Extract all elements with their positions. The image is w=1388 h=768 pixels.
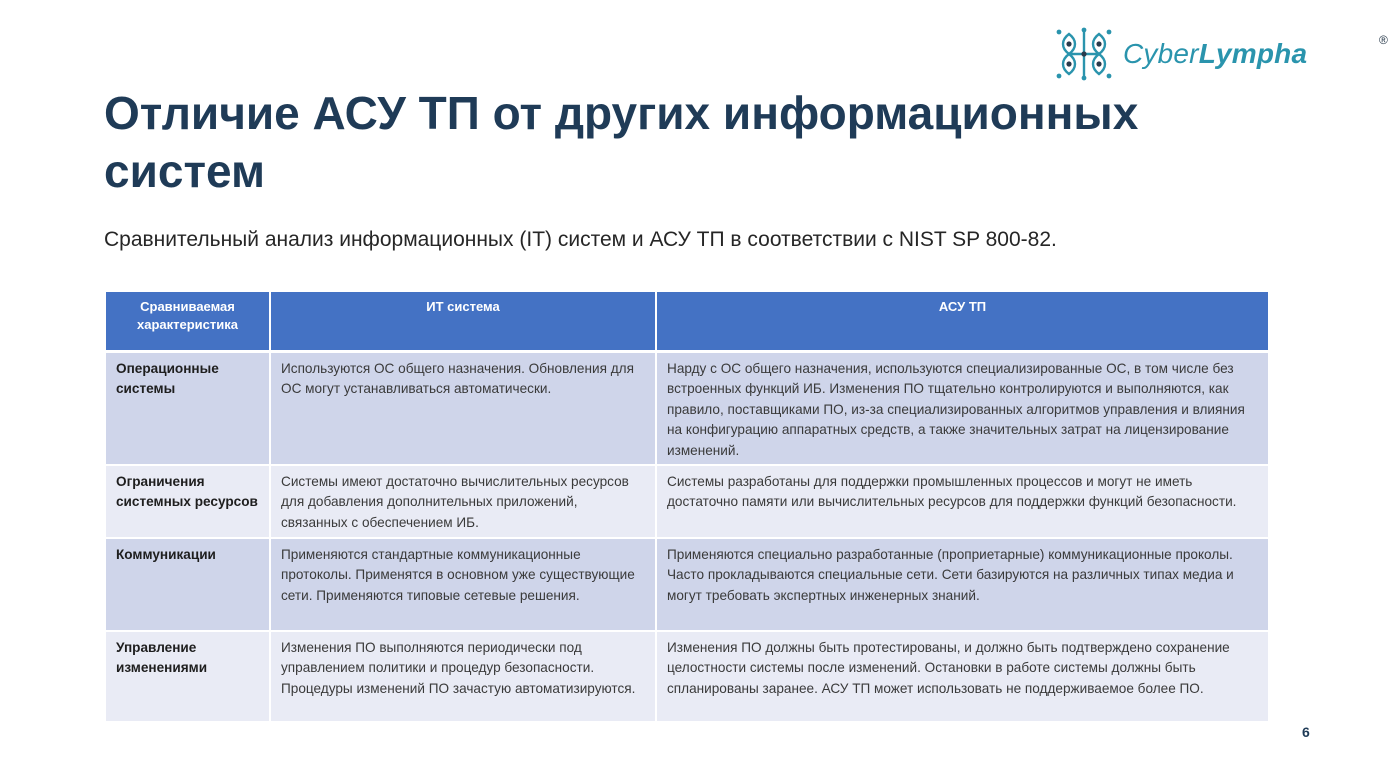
table-row [106, 538, 1268, 631]
brand-logo [1055, 26, 1388, 82]
table-header-row [106, 292, 1268, 352]
row-characteristic: Операционные системы [106, 352, 270, 466]
header-it-system: ИТ система [270, 292, 656, 352]
row-ics-cell: Применяются специально разработанные (проприетарные) коммуникационные проколы. Часто прокладываются специальные сети. Сети базируются на различных типах медиа и могут требовать экспертных инженерных знаний. [656, 538, 1268, 631]
table-row [106, 465, 1268, 538]
slide-title: Отличие АСУ ТП от других информационных систем [104, 87, 1139, 197]
header-ics: АСУ ТП [656, 292, 1268, 352]
row-characteristic: Коммуникации [106, 538, 270, 631]
row-characteristic: Управление изменениями [106, 631, 270, 722]
row-it-cell: Применяются стандартные коммуникационные протоколы. Применятся в основном уже существующие сети. Применяются типовые сетевые решения. [270, 538, 656, 631]
row-it-cell: Используются ОС общего назначения. Обновления для ОС могут устанавливаться автоматически. [270, 352, 656, 466]
virus-network-icon [1055, 26, 1113, 82]
page-number: 6 [1302, 724, 1310, 740]
row-ics-cell: Нарду с ОС общего назначения, используются специализированные ОС, в том числе без встроенных функций ИБ. Изменения ПО тщательно контролируются и выполняются, как правило, поставщиками ПО, из-за специализированных алгоритмов управления и влияния на конфигурацию аппаратных средств, а также значительных затрат на лицензирование изменений. [656, 352, 1268, 466]
header-characteristic: Сравниваемая характеристика [106, 292, 270, 352]
logo-text-lympha: Lympha [1198, 38, 1308, 69]
row-it-cell: Системы имеют достаточно вычислительных ресурсов для добавления дополнительных приложений, связанных с обеспечением ИБ. [270, 465, 656, 538]
slide-subtitle: Сравнительный анализ информационных (IT) систем и АСУ ТП в соответствии с NIST SP 800-82. [104, 228, 1057, 251]
logo-text-cyber: Cyber [1123, 38, 1199, 69]
row-ics-cell: Системы разработаны для поддержки промышленных процессов и могут не иметь достаточно памяти или вычислительных ресурсов для поддержки функций безопасности. [656, 465, 1268, 538]
row-ics-cell: Изменения ПО должны быть протестированы, и должно быть подтверждено сохранение целостности системы после изменений. Остановки в работе системы должны быть спланированы заранее. АСУ ТП может использовать не поддерживаемое более ПО. [656, 631, 1268, 722]
row-characteristic: Ограничения системных ресурсов [106, 465, 270, 538]
comparison-table [106, 292, 1268, 723]
registered-mark: ® [1379, 33, 1388, 47]
table-row [106, 631, 1268, 722]
table-row [106, 352, 1268, 466]
row-it-cell: Изменения ПО выполняются периодически под управлением политики и процедур безопасности. Процедуры изменений ПО зачастую автоматизируются. [270, 631, 656, 722]
